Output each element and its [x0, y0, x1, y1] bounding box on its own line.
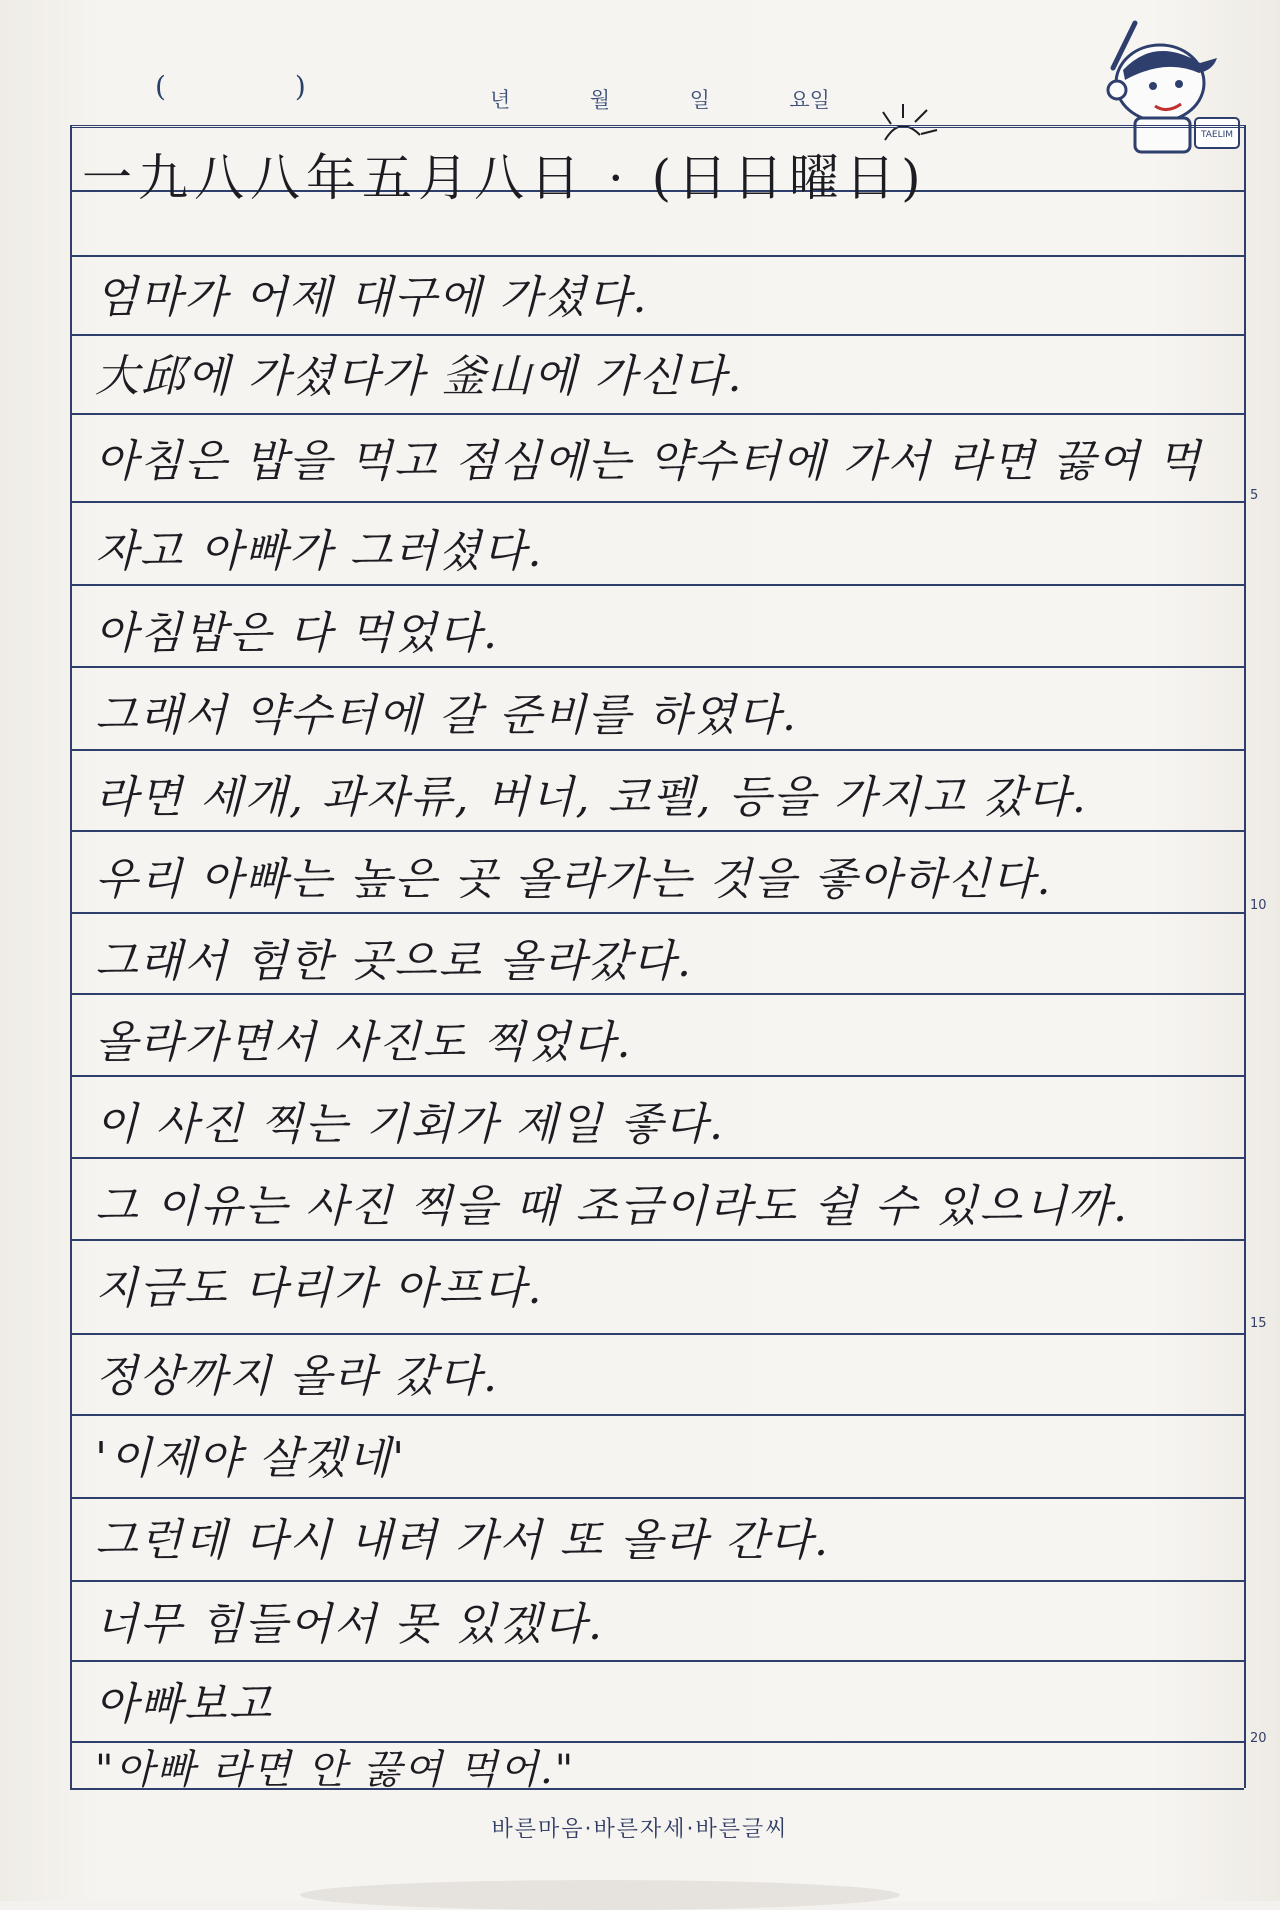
diary-line: 우리 아빠는 높은 곳 올라가는 것을 좋아하신다. [95, 854, 1053, 905]
diary-date: 一九八八年五月八日 · (日日曜日) [82, 149, 927, 207]
diary-line: 라면 세개, 과자류, 버너, 코펠, 등을 가지고 갔다. [95, 772, 1088, 823]
rule [70, 1497, 1244, 1499]
diary-line: "아빠 라면 안 끓여 먹어." [95, 1747, 576, 1793]
diary-line: 엄마가 어제 대구에 가셨다. [95, 272, 649, 323]
rule [70, 830, 1244, 832]
diary-line: 아빠보고 [95, 1679, 274, 1730]
rule [70, 1660, 1244, 1662]
line-number: 10 [1250, 898, 1267, 913]
line-number: 5 [1250, 488, 1259, 503]
diary-line: 그런데 다시 내려 가서 또 올라 간다. [95, 1515, 830, 1566]
diary-line: 大邱에 가셨다가 釜山에 가신다. [95, 351, 744, 402]
mascot-label: TAELIM [1200, 130, 1234, 140]
diary-line: 아침은 밥을 먹고 점심에는 약수터에 가서 라면 끓여 먹 [95, 436, 1202, 487]
diary-line: 자고 아빠가 그러셨다. [95, 526, 544, 577]
diary-line: 너무 힘들어서 못 있겠다. [95, 1599, 604, 1650]
header-parentheses: ( ) [155, 70, 366, 103]
rule [70, 1741, 1244, 1743]
diary-line: 그 이유는 사진 찍을 때 조금이라도 쉴 수 있으니까. [95, 1181, 1129, 1232]
diary-line: 정상까지 올라 갔다. [95, 1351, 499, 1402]
diary-line: 그래서 약수터에 갈 준비를 하였다. [95, 690, 798, 741]
rule [70, 749, 1244, 751]
diary-line: 아침밥은 다 먹었다. [95, 608, 499, 659]
diary-line: 올라가면서 사진도 찍었다. [95, 1017, 633, 1068]
date-fields [490, 84, 830, 114]
rule [70, 993, 1244, 995]
rule [70, 1333, 1244, 1335]
rule [70, 1239, 1244, 1241]
rule [70, 1157, 1244, 1159]
diary-line: 그래서 험한 곳으로 올라갔다. [95, 936, 693, 987]
rule [70, 413, 1244, 415]
page-edge-shadow [300, 1880, 900, 1910]
diary-line: 지금도 다리가 아프다. [95, 1263, 544, 1314]
diary-line: 이 사진 찍는 기회가 제일 좋다. [95, 1099, 725, 1150]
year-field-label: 년 [490, 88, 511, 112]
rule [70, 255, 1244, 257]
footer-slogan: 바른마음·바른자세·바른글씨 [491, 1817, 789, 1842]
rule [70, 334, 1244, 336]
rule [70, 666, 1244, 668]
day-field-label: 일 [689, 88, 710, 112]
line-number: 20 [1250, 1731, 1267, 1746]
rule [70, 1414, 1244, 1416]
rule [70, 912, 1244, 914]
month-field-label: 월 [589, 88, 611, 112]
rule [70, 1580, 1244, 1582]
rule [70, 1075, 1244, 1077]
top-rule [70, 125, 1244, 128]
rule [70, 584, 1244, 586]
weekday-field-label: 요일 [789, 88, 830, 112]
rule [70, 501, 1244, 503]
line-number: 15 [1250, 1316, 1267, 1331]
diary-line: '이제야 살겠네' [95, 1433, 407, 1484]
